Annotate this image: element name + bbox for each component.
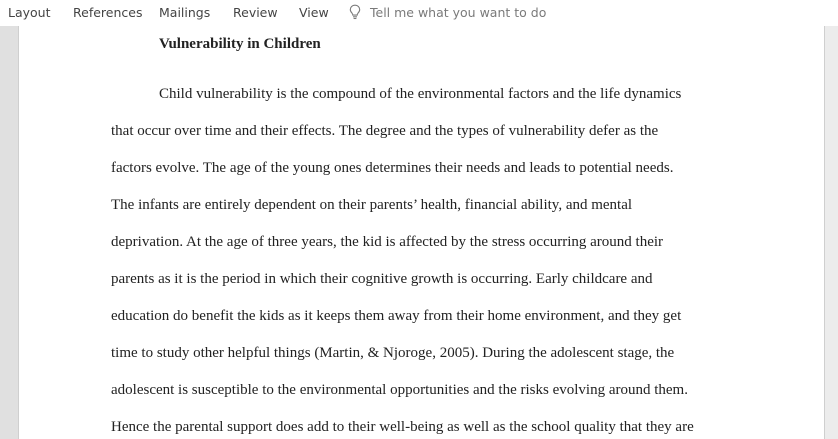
paragraph-line: education do benefit the kids as it keeps them away from their home environment, and they get	[111, 308, 682, 324]
paragraph-line: Child vulnerability is the compound of the environmental factors and the life dynamics	[159, 86, 682, 102]
paragraph-line: parents as it is the period in which their cognitive growth is occurring. Early childcare and	[111, 271, 653, 287]
paragraph-line: Hence the parental support does add to their well-being as well as the school quality that they are	[111, 419, 694, 435]
tab-references[interactable]: References	[73, 5, 143, 20]
tell-me-search[interactable]	[348, 3, 546, 21]
paragraph-line: The infants are entirely dependent on their parents’ health, financial ability, and mental	[111, 197, 633, 213]
tab-layout[interactable]: Layout	[8, 5, 51, 20]
paragraph-line: adolescent is susceptible to the environmental opportunities and the risks evolving around them.	[111, 382, 688, 398]
tell-me-placeholder: Tell me what you want to do	[370, 4, 547, 20]
vertical-scrollbar[interactable]	[825, 26, 838, 439]
paragraph-line: time to study other helpful things (Martin, & Njoroge, 2005). During the adolescent stage, the	[111, 345, 675, 361]
document-page[interactable]	[18, 26, 825, 439]
paragraph-line: factors evolve. The age of the young ones determines their needs and leads to potential needs.	[111, 160, 674, 176]
tab-view[interactable]: View	[299, 5, 329, 20]
ribbon-tab-bar	[0, 0, 838, 26]
paragraph-line: deprivation. At the age of three years, the kid is affected by the stress occurring around their	[111, 234, 664, 250]
canvas-margin	[0, 26, 18, 439]
tab-mailings[interactable]: Mailings	[159, 5, 211, 20]
paragraph-line: that occur over time and their effects. The degree and the types of vulnerability defer as the	[111, 123, 659, 139]
tab-review[interactable]: Review	[233, 5, 278, 20]
document-title: Vulnerability in Children	[159, 36, 321, 52]
lightbulb-icon	[348, 4, 362, 20]
document-canvas[interactable]	[0, 26, 838, 439]
